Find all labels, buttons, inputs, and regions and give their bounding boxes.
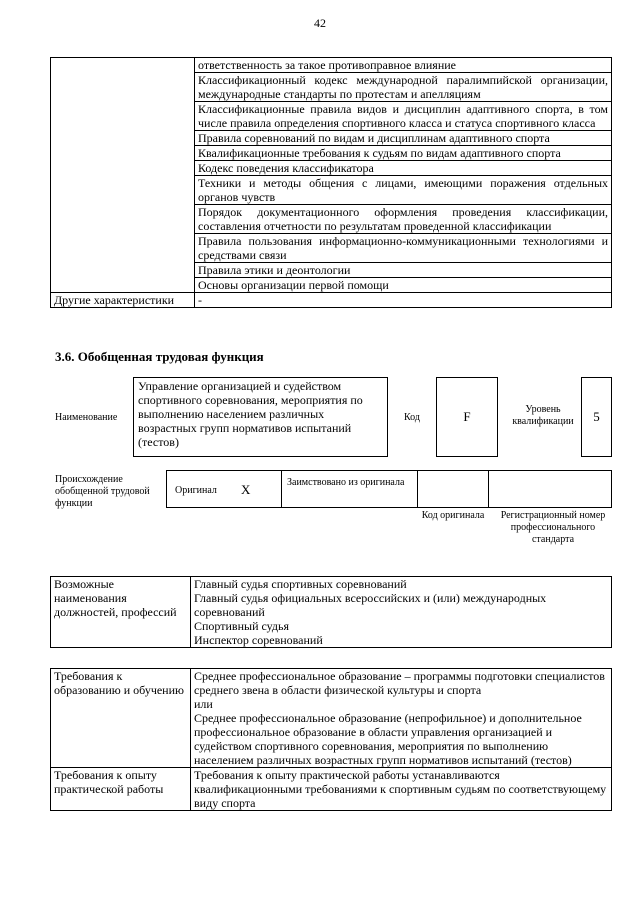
position-item: Главный судья официальных всероссийских и (или) международных соревнований <box>194 591 547 619</box>
knowledge-item: Правила пользования информационно-коммуникационными технологиями и средствами связи <box>195 234 612 263</box>
code-value-box: F <box>436 377 498 457</box>
section-title: 3.6. Обобщенная трудовая функция <box>55 349 264 364</box>
knowledge-item: Квалификационные требования к судьям по видам адаптивного спорта <box>195 146 612 161</box>
knowledge-item: Правила соревнований по видам и дисциплинам адаптивного спорта <box>195 131 612 146</box>
education-requirements <box>191 669 612 768</box>
position-item: Инспектор соревнований <box>194 633 323 647</box>
other-characteristics-label: Другие характеристики <box>51 293 195 308</box>
page-number: 42 <box>314 16 326 30</box>
education-label: Требования к образованию и обучению <box>51 669 191 768</box>
divider <box>417 470 418 508</box>
knowledge-item: Техники и методы общения с лицами, имеющими поражения отдельных органов чувств <box>195 176 612 205</box>
table-row <box>51 58 612 73</box>
table-cell-empty <box>51 58 195 293</box>
table-row <box>51 768 612 811</box>
qualification-level-box: 5 <box>581 377 612 457</box>
positions-list <box>191 577 612 648</box>
borrowed-label: Заимствовано из оригинала <box>287 477 405 488</box>
experience-label: Требования к опыту практической работы <box>51 768 191 811</box>
name-label: Наименование <box>55 412 118 423</box>
divider <box>281 470 282 508</box>
original-mark: X <box>241 482 251 497</box>
registration-number-caption: Регистрационный номер профессионального стандарта <box>500 510 606 545</box>
knowledge-table <box>50 57 612 308</box>
knowledge-item: Правила этики и деонтологии <box>195 263 612 278</box>
positions-table <box>50 576 612 648</box>
table-row <box>51 577 612 648</box>
divider <box>488 470 489 508</box>
positions-label: Возможные наименования должностей, профессий <box>51 577 191 648</box>
knowledge-item: Основы организации первой помощи <box>195 278 612 293</box>
table-row <box>51 293 612 308</box>
education-line: Среднее профессиональное образование – программы подготовки специалистов среднего звена в области физической культуры и спорта <box>194 669 605 697</box>
code-label: Код <box>404 412 420 423</box>
experience-requirements: Требования к опыту практической работы устанавливаются квалификационными требованиями к спортивным судьям по соответствующему виду спорта <box>191 768 612 811</box>
other-characteristics-value: - <box>195 293 612 308</box>
position-item: Спортивный судья <box>194 619 290 633</box>
qualification-level-label: Уровень квалификации <box>512 404 574 427</box>
requirements-table <box>50 668 612 811</box>
origin-label: Происхождение обобщенной трудовой функции <box>55 474 150 509</box>
code-original-caption: Код оригинала <box>421 510 485 521</box>
position-item: Главный судья спортивных соревнований <box>194 577 407 591</box>
original-label: Оригинал <box>175 485 217 496</box>
table-row <box>51 669 612 768</box>
knowledge-item: Порядок документационного оформления проведения классификации, составления отчетности по результатам проведенной классификации <box>195 205 612 234</box>
knowledge-item: Классификационный кодекс международной паралимпийской организации, международные стандарты по протестам и апелляциям <box>195 73 612 102</box>
knowledge-item: ответственность за такое противоправное влияние <box>195 58 612 73</box>
knowledge-item: Кодекс поведения классификатора <box>195 161 612 176</box>
origin-row <box>166 470 612 508</box>
knowledge-item: Классификационные правила видов и дисциплин адаптивного спорта, в том числе правила определения спортивного класса и статуса спортивного класса <box>195 102 612 131</box>
function-name-box: Управление организацией и судейством спортивного соревнования, мероприятия по выполнению населением различных возрастных групп нормативов испытаний (тестов) <box>133 377 388 457</box>
education-line: или <box>194 697 213 711</box>
education-line: Среднее профессиональное образование (непрофильное) и дополнительное профессиональное образование в области управления организацией и судейством спортивного соревнования, мероприятия по выполнению населением различных возрастных групп нормативов испытаний (тестов) <box>194 711 582 767</box>
